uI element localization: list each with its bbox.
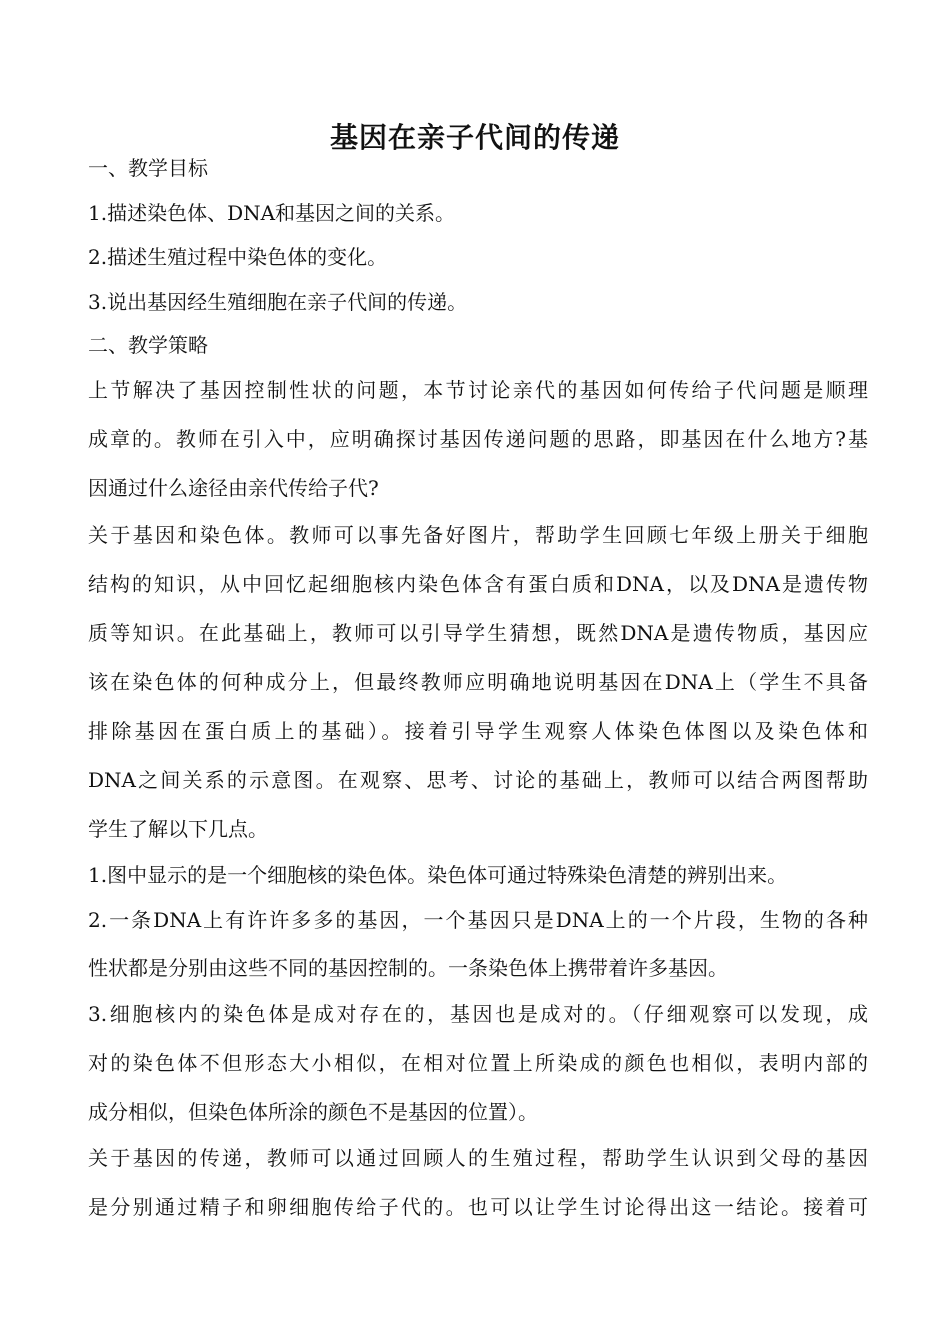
- document-title: 基因在亲子代间的传递: [329, 121, 620, 154]
- section-heading: 二、教学策略: [88, 333, 208, 357]
- paragraph-line: 结构的知识，从中回忆起细胞核内染色体含有蛋白质和DNA，以及DNA是遗传物: [88, 572, 868, 596]
- paragraph-line: 关于基因的传递，教师可以通过回顾人的生殖过程，帮助学生认识到父母的基因: [88, 1146, 868, 1170]
- list-item: 1.描述染色体、DNA和基因之间的关系。: [88, 201, 456, 225]
- list-item: 3.细胞核内的染色体是成对存在的，基因也是成对的。（仔细观察可以发现，成: [88, 1002, 868, 1026]
- paragraph-line: DNA之间关系的示意图。在观察、思考、讨论的基础上，教师可以结合两图帮助: [88, 768, 868, 792]
- paragraph-line: 是分别通过精子和卵细胞传给子代的。也可以让学生讨论得出这一结论。接着可: [88, 1195, 868, 1219]
- paragraph-line: 排除基因在蛋白质上的基础）。接着引导学生观察人体染色体图以及染色体和: [88, 719, 868, 743]
- paragraph-line: 学生了解以下几点。: [88, 817, 268, 841]
- paragraph-line: 成章的。教师在引入中，应明确探讨基因传递问题的思路，即基因在什么地方?基: [88, 427, 868, 451]
- paragraph-line: 上节解决了基因控制性状的问题，本节讨论亲代的基因如何传给子代问题是顺理: [88, 378, 868, 402]
- paragraph-line: 关于基因和染色体。教师可以事先备好图片，帮助学生回顾七年级上册关于细胞: [88, 523, 868, 547]
- list-item: 2.一条DNA上有许许多多的基因，一个基因只是DNA上的一个片段，生物的各种: [88, 908, 868, 932]
- section-heading: 一、教学目标: [88, 156, 208, 180]
- list-item: 1.图中显示的是一个细胞核的染色体。染色体可通过特殊染色清楚的辨别出来。: [88, 863, 788, 887]
- paragraph-line: 质等知识。在此基础上，教师可以引导学生猜想，既然DNA是遗传物质，基因应: [88, 621, 868, 645]
- list-item: 2.描述生殖过程中染色体的变化。: [88, 245, 388, 269]
- list-item: 3.说出基因经生殖细胞在亲子代间的传递。: [88, 290, 468, 314]
- list-item: 对的染色体不但形态大小相似，在相对位置上所染成的颜色也相似，表明内部的: [88, 1051, 868, 1075]
- paragraph-line: 因通过什么途径由亲代传给子代?: [88, 476, 379, 500]
- list-item: 性状都是分别由这些不同的基因控制的。一条染色体上携带着许多基因。: [88, 956, 728, 980]
- list-item: 成分相似，但染色体所涂的颜色不是基因的位置）。: [88, 1100, 538, 1124]
- paragraph-line: 该在染色体的何种成分上，但最终教师应明确地说明基因在DNA上（学生不具备: [88, 670, 868, 694]
